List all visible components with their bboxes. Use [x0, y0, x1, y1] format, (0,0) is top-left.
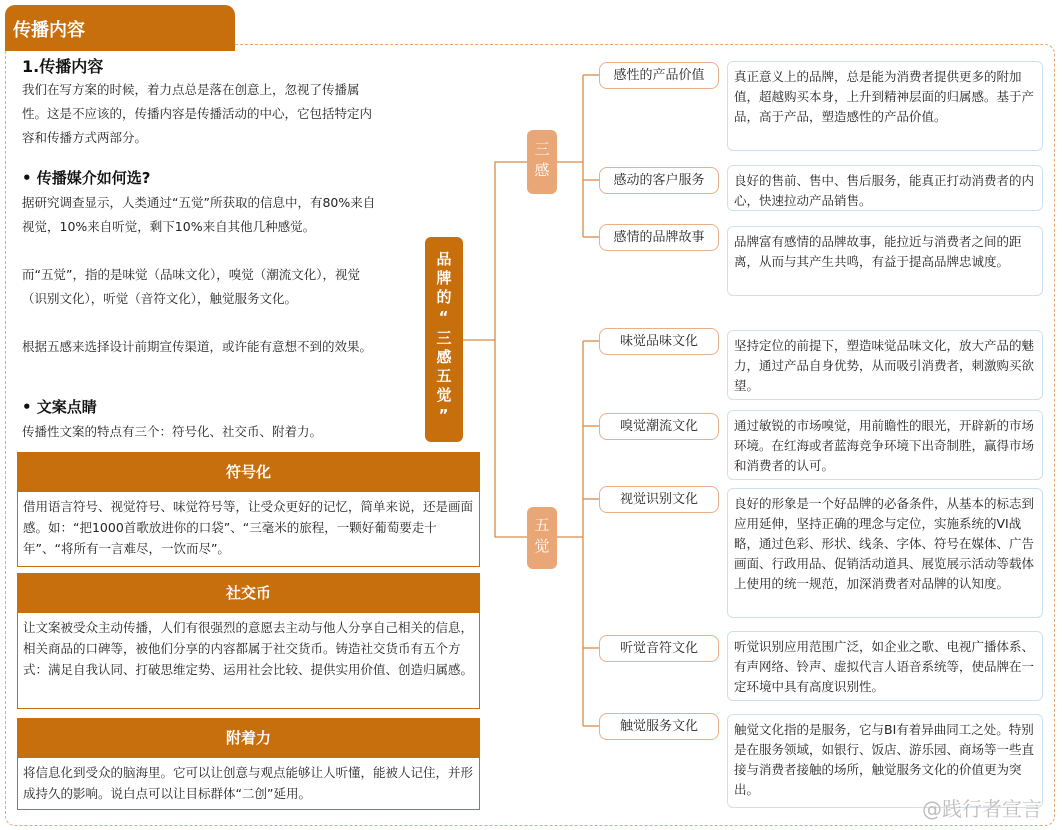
media-paragraph-1: 据研究调查显示，人类通过“五觉”所获取的信息中，有80%来自视觉，10%来自听觉，剩下10%来自其他几种感觉。 [22, 195, 376, 234]
topic-pill-8: 触觉服务文化 [599, 713, 719, 740]
watermark: @践行者宣言 [922, 797, 1042, 821]
topic-desc-8: 触觉文化指的是服务，它与BI有着异曲同工之处。特别是在服务领域，如银行、饭店、游乐园、商场等一些直接与消费者接触的场所，触觉服务文化的价值更为突出。 [727, 714, 1043, 808]
topic-pill-1: 感性的产品价值 [599, 62, 719, 89]
box-head-social-currency: 社交币 [17, 573, 480, 613]
center-label: 品牌的“三感五觉” [425, 237, 463, 442]
media-paragraph-2: 而“五觉”，指的是味觉（品味文化），嗅觉（潮流文化），视觉（识别文化），听觉（音符文化），触觉服务文化。 [22, 267, 360, 306]
topic-desc-1: 真正意义上的品牌，总是能为消费者提供更多的附加值，超越购买本身，上升到精神层面的归属感。基于产品，高于产品，塑造感性的产品价值。 [727, 61, 1043, 151]
section-heading-content: 1.传播内容 [22, 57, 104, 76]
box-body-stickiness: 将信息化到受众的脑海里。它可以让创意与观点能够让人听懂，能被人记住，并形成持久的影响。说白点可以让目标群体“二创”延用。 [17, 758, 480, 810]
branch-sanjue: 三感 [527, 130, 557, 194]
box-head-symbolization: 符号化 [17, 452, 480, 492]
topic-desc-5: 通过敏锐的市场嗅觉，用前瞻性的眼光，开辟新的市场环境。在红海或者蓝海竞争环境下出奇制胜，赢得市场和消费者的认可。 [727, 410, 1043, 480]
section-heading-copy: • 文案点睛 [22, 398, 97, 416]
topic-pill-7: 听觉音符文化 [599, 635, 719, 662]
box-body-symbolization: 借用语言符号、视觉符号、味觉符号等，让受众更好的记忆，简单来说，还是画面感。如：“把1000首歌放进你的口袋”、“三毫米的旅程，一颗好葡萄要走十年”、“将所有一言难尽，一饮而尽”。 [17, 492, 480, 567]
topic-desc-6: 良好的形象是一个好品牌的必备条件，从基本的标志到应用延伸，坚持正确的理念与定位，实施系统的VI战略，通过色彩、形状、线条、字体、符号在媒体、广告画面、行政用品、促销活动道具、展览展示活动等载体上使用的统一规范，加深消费者对品牌的认知度。 [727, 488, 1043, 618]
media-paragraph-3: 根据五感来选择设计前期宣传渠道，或许能有意想不到的效果。 [22, 339, 373, 354]
topic-pill-4: 味觉品味文化 [599, 328, 719, 355]
section-heading-media: • 传播媒介如何选? [22, 169, 151, 187]
copy-text: 传播性文案的特点有三个：符号化、社交币、附着力。 [22, 424, 323, 439]
page-title: 传播内容 [5, 5, 235, 51]
topic-desc-4: 坚持定位的前提下，塑造味觉品味文化，放大产品的魅力，通过产品自身优势，从而吸引消费者，刺激购买欲望。 [727, 330, 1043, 400]
section-text-content: 我们在写方案的时候，着力点总是落在创意上，忽视了传播属性。这是不应该的，传播内容是传播活动的中心，它包括特定内容和传播方式两部分。 [22, 82, 373, 145]
box-body-social-currency: 让文案被受众主动传播，人们有很强烈的意愿去主动与他人分享自己相关的信息，相关商品的口碑等，被他们分享的内容都属于社交货币。铸造社交货币有五个方式：满足自我认同、打破思维定势、运用社会比较、提供实用价值、创造归属感。 [17, 613, 480, 709]
box-head-stickiness: 附着力 [17, 718, 480, 758]
topic-desc-7: 听觉识别应用范围广泛，如企业之歌、电视广播体系、有声网络、铃声、虚拟代言人语音系统等，使品牌在一定环境中具有高度识别性。 [727, 631, 1043, 701]
topic-pill-3: 感情的品牌故事 [599, 224, 719, 251]
topic-desc-3: 品牌富有感情的品牌故事，能拉近与消费者之间的距离，从而与其产生共鸣，有益于提高品牌忠诚度。 [727, 226, 1043, 296]
topic-pill-5: 嗅觉潮流文化 [599, 413, 719, 440]
topic-pill-6: 视觉识别文化 [599, 486, 719, 513]
branch-wujue: 五觉 [527, 507, 557, 569]
topic-pill-2: 感动的客户服务 [599, 167, 719, 194]
topic-desc-2: 良好的售前、售中、售后服务，能真正打动消费者的内心，快速拉动产品销售。 [727, 165, 1043, 211]
